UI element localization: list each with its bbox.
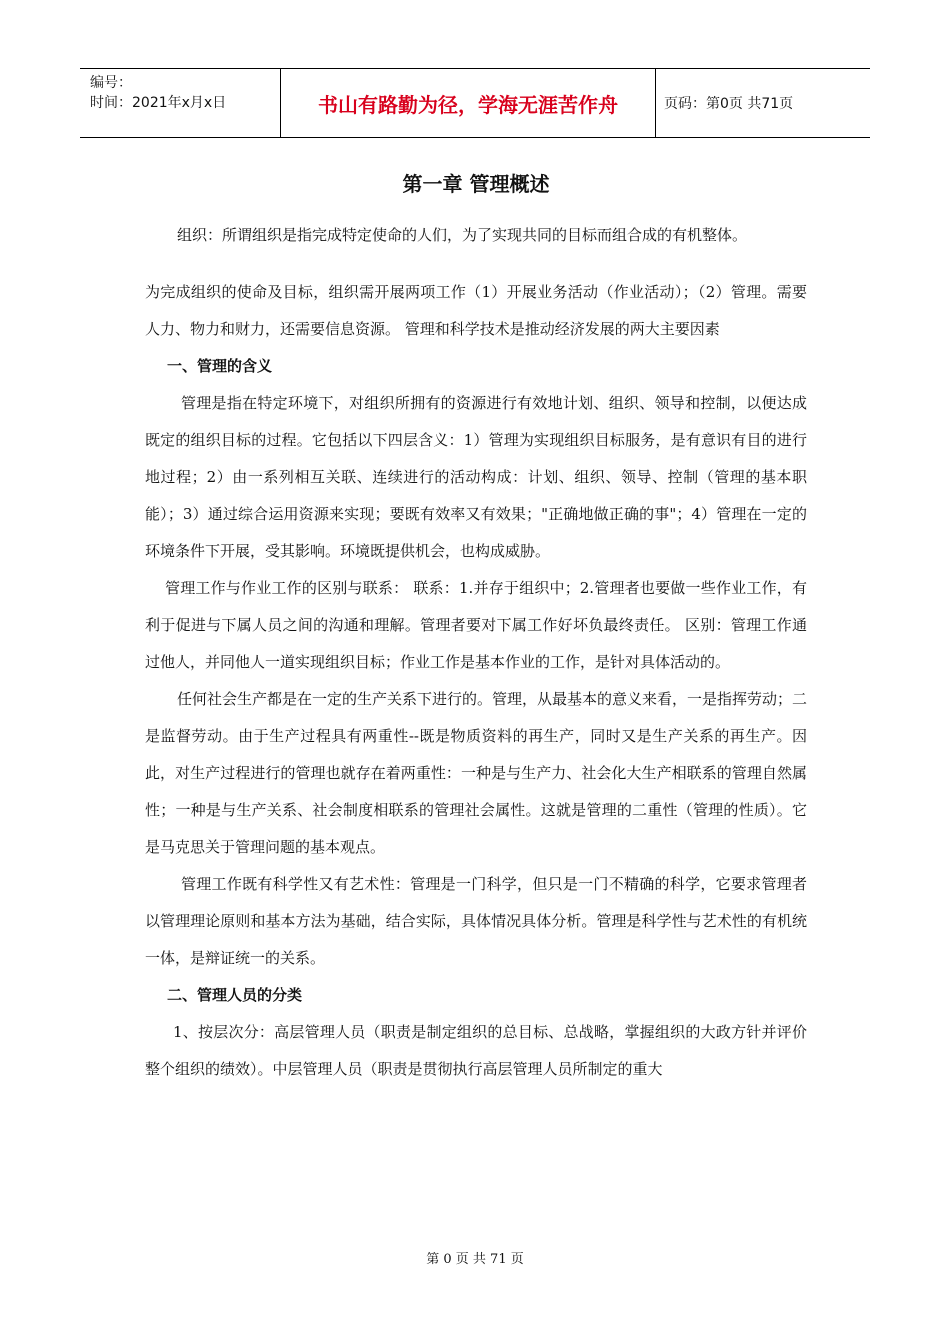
section-heading-management-meaning: 一、管理的含义: [167, 357, 273, 375]
document-number-label: 编号：: [90, 75, 132, 91]
paragraph-manager-levels: 1、按层次分：高层管理人员（职责是制定组织的总目标、总战略，掌握组织的大政方针并评价整个组织的绩效）。中层管理人员（职责是贯彻执行高层管理人员所制定的重大: [145, 1023, 807, 1078]
header-meta: [80, 69, 280, 137]
header-page-info: 页码：第0页 共71页: [664, 96, 794, 112]
page-footer: 第 0 页 共 71 页: [426, 1252, 524, 1267]
chapter-title: 第一章 管理概述: [402, 172, 550, 196]
document-date: 时间：2021年x月x日: [90, 95, 227, 111]
document-body: [145, 168, 807, 1088]
paragraph-organization-work: 为完成组织的使命及目标，组织需开展两项工作（1）开展业务活动（作业活动）；（2）管理。需要人力、物力和财力，还需要信息资源。 管理和科学技术是推动经济发展的两大主要因素: [145, 283, 807, 338]
header-motto: 书山有路勤为径，学海无涯苦作舟: [280, 69, 656, 137]
section-heading-manager-types: 二、管理人员的分类: [167, 986, 303, 1004]
paragraph-management-duality: 任何社会生产都是在一定的生产关系下进行的。管理，从最基本的意义来看，一是指挥劳动；二是监督劳动。由于生产过程具有两重性--既是物质资料的再生产，同时又是生产关系的再生产。因此，对生产过程进行的管理也就存在着两重性：一种是与生产力、社会化大生产相联系的管理自然属性；一种是与生产关系、社会制度相联系的管理社会属性。这就是管理的二重性（管理的性质）。它是马克思关于管理问题的基本观点。: [145, 690, 808, 856]
paragraph-science-and-art: 管理工作既有科学性又有艺术性：管理是一门科学，但只是一门不精确的科学，它要求管理者以管理理论原则和基本方法为基础，结合实际，具体情况具体分析。管理是科学性与艺术性的有机统一体，是辩证统一的关系。: [145, 875, 807, 967]
paragraph-organization-definition: 组织：所谓组织是指完成特定使命的人们，为了实现共同的目标而组合成的有机整体。: [177, 226, 748, 244]
paragraph-management-definition: 管理是指在特定环境下，对组织所拥有的资源进行有效地计划、组织、领导和控制，以便达成既定的组织目标的过程。它包括以下四层含义：1）管理为实现组织目标服务，是有意识有目的进行地过程；2）由一系列相互关联、连续进行的活动构成：计划、组织、领导、控制（管理的基本职能）；3）通过综合运用资源来实现；要既有效率又有效果；"正确地做正确的事"；4）管理在一定的环境条件下开展，受其影响。环境既提供机会，也构成威胁。: [145, 394, 807, 560]
page-header: [80, 68, 870, 138]
paragraph-management-vs-operation: 管理工作与作业工作的区别与联系： 联系：1.并存于组织中；2.管理者也要做一些作业工作，有利于促进与下属人员之间的沟通和理解。管理者要对下属工作好坏负最终责任。 区别：管理工作通过他人，并同他人一道实现组织目标；作业工作是基本作业的工作，是针对具体活动的。: [145, 579, 807, 671]
